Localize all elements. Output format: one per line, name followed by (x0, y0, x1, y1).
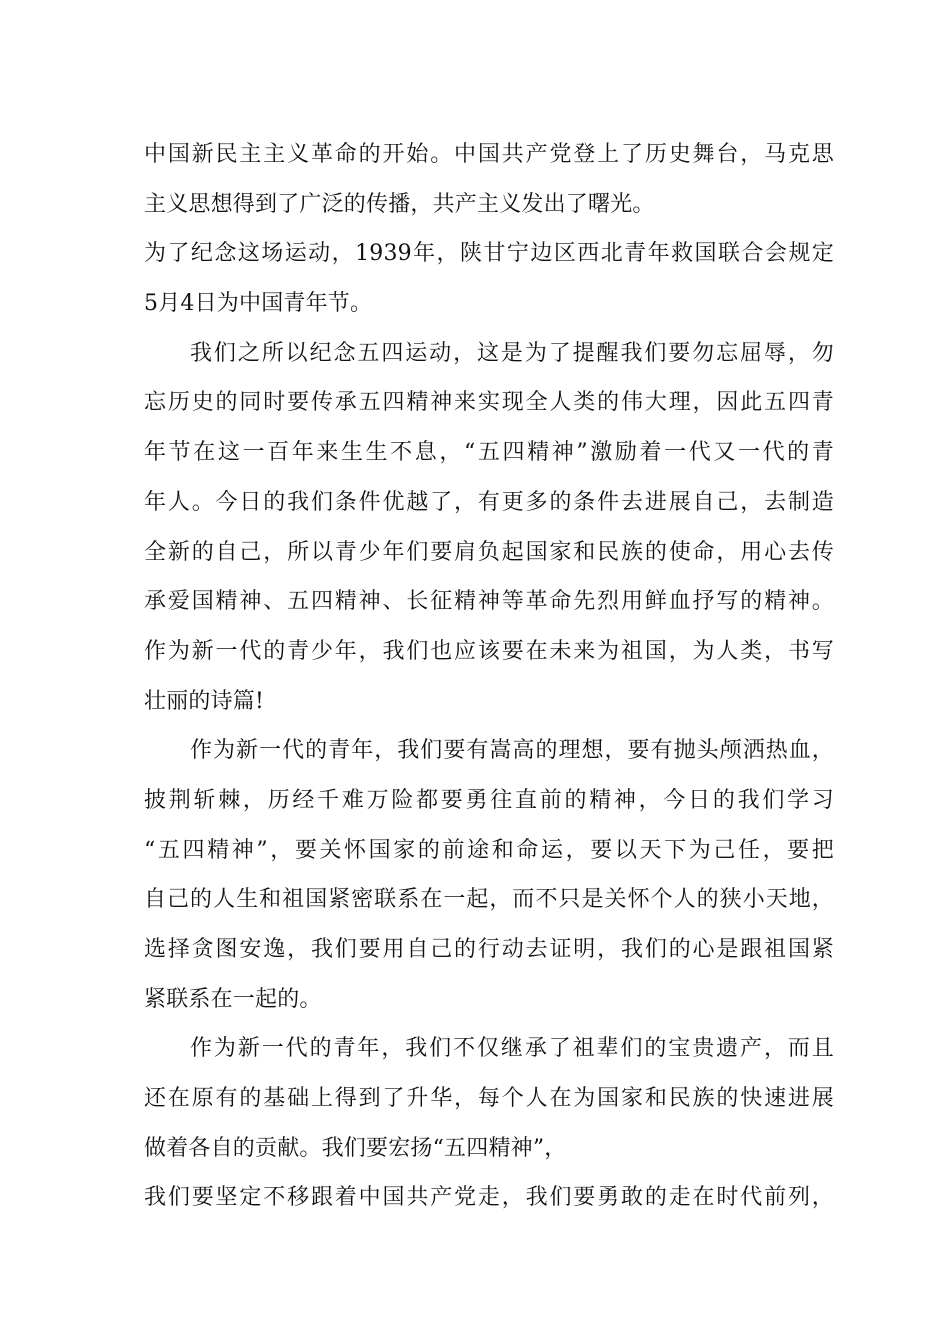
text-line: 年人。今日的我们条件优越了，有更多的条件去进展自己，去制造 (144, 489, 834, 515)
text-line: 为了纪念这场运动，1939年，陕甘宁边区西北青年救国联合会规定 (144, 241, 834, 267)
text-line: 忘历史的同时要传承五四精神来实现全人类的伟大理，因此五四青 (144, 390, 834, 416)
text-line: 作为新一代的青少年，我们也应该要在未来为祖国，为人类，书写 (144, 638, 834, 664)
text-line: 我们要坚定不移跟着中国共产党走，我们要勇敢的走在时代前列， (144, 1185, 834, 1211)
text-line: 选择贪图安逸，我们要用自己的行动去证明，我们的心是跟祖国紧 (144, 937, 834, 962)
text-line: 披荆斩棘，历经千难万险都要勇往直前的精神，今日的我们学习 (144, 787, 834, 813)
paragraph-first-line: 我们之所以纪念五四运动，这是为了提醒我们要勿忘屈辱，勿 (190, 340, 834, 366)
text-line: 自己的人生和祖国紧密联系在一起，而不只是关怀个人的狭小天地， (144, 887, 834, 913)
text-line: 主义思想得到了广泛的传播，共产主义发出了曙光。 (144, 191, 655, 217)
text-line: 做着各自的贡献。我们要宏扬“五四精神”， (144, 1135, 567, 1161)
text-line: 还在原有的基础上得到了升华，每个人在为国家和民族的快速进展 (144, 1086, 834, 1112)
paragraph-first-line: 作为新一代的青年，我们不仅继承了祖辈们的宝贵遗产，而且 (190, 1036, 834, 1062)
body-text (144, 130, 834, 1223)
text-line: 承爱国精神、五四精神、长征精神等革命先烈用鲜血抒写的精神。 (144, 589, 834, 615)
text-line: 全新的自己，所以青少年们要肩负起国家和民族的使命，用心去传 (144, 539, 834, 565)
text-line: 中国新民主主义革命的开始。中国共产党登上了历史舞台，马克思 (144, 142, 834, 167)
text-line: 年节在这一百年来生生不息，“五四精神”激励着一代又一代的青 (144, 440, 834, 466)
text-line: 5月4日为中国青年节。 (144, 291, 373, 317)
text-line: 壮丽的诗篇! (144, 688, 265, 714)
text-line: “五四精神”，要关怀国家的前途和命运，要以天下为己任，要把 (144, 837, 834, 863)
text-line: 紧联系在一起的。 (144, 986, 322, 1012)
paragraph-first-line: 作为新一代的青年，我们要有嵩高的理想，要有抛头颅洒热血， (190, 738, 834, 764)
